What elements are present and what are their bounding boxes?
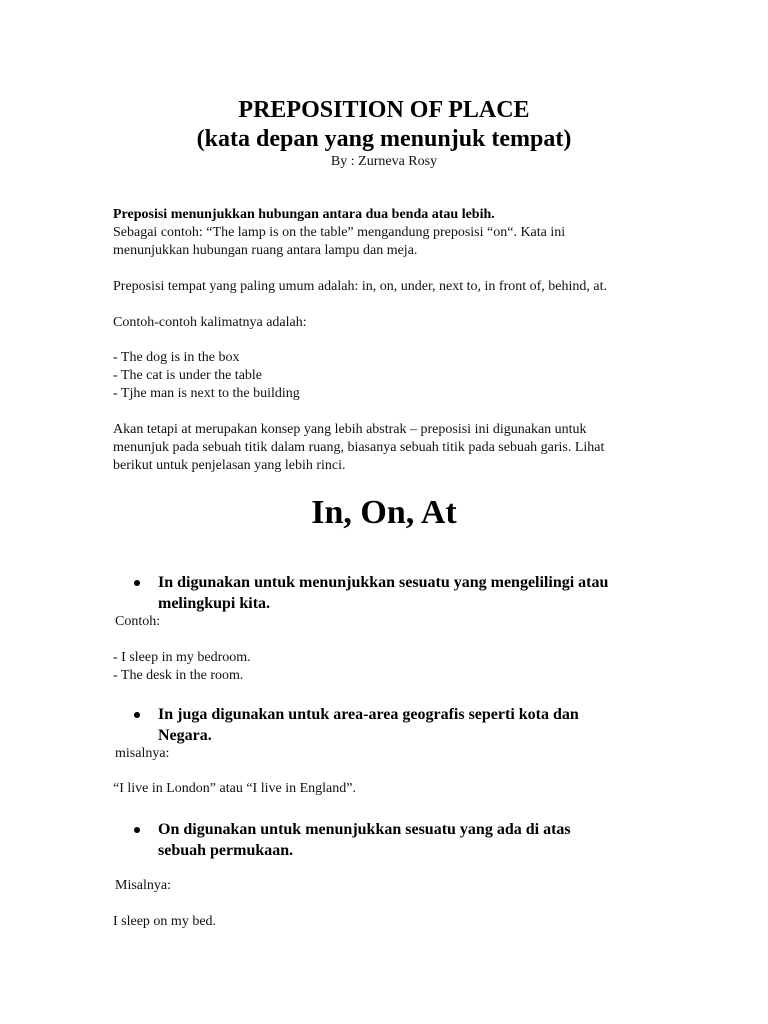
byline: By : Zurneva Rosy — [330, 154, 438, 169]
title-line-1: PREPOSITION OF PLACE — [238, 97, 530, 123]
examples-header: Contoh-contoh kalimatnya adalah: — [113, 315, 307, 330]
example-item: - The desk in the room. — [113, 668, 244, 683]
bullet-line-1: In juga digunakan untuk area-area geografis seperti kota dan — [158, 706, 579, 723]
example-label: Contoh: — [115, 614, 161, 629]
bullet-line-2: Negara. — [158, 727, 212, 744]
example-item: I sleep on my bed. — [113, 914, 217, 929]
example-item: “I live in London” atau “I live in England”. — [113, 781, 356, 796]
abstract-line-2: menunjuk pada sebuah titik dalam ruang, biasanya sebuah titik pada sebuah garis. Lihat — [113, 440, 605, 455]
bullet-icon — [134, 827, 140, 833]
bullet-line-2: melingkupi kita. — [158, 595, 271, 612]
example-item: - I sleep in my bedroom. — [113, 650, 251, 665]
intro-line-3: menunjukkan hubungan ruang antara lampu dan meja. — [113, 243, 418, 258]
abstract-line-1: Akan tetapi at merupakan konsep yang lebih abstrak – preposisi ini digunakan untuk — [113, 422, 587, 437]
intro-line-2: Sebagai contoh: “The lamp is on the table” mengandung preposisi “on“. Kata ini — [113, 225, 566, 240]
intro-bold-line: Preposisi menunjukkan hubungan antara dua benda atau lebih. — [113, 207, 495, 222]
example-item: - Tjhe man is next to the building — [113, 386, 300, 401]
example-label: Misalnya: — [115, 878, 171, 893]
bullet-icon — [134, 712, 140, 718]
section-heading: In, On, At — [311, 494, 457, 531]
title-line-2: (kata depan yang menunjuk tempat) — [196, 126, 572, 152]
bullet-line-2: sebuah permukaan. — [158, 842, 294, 859]
example-item: - The dog is in the box — [113, 350, 240, 365]
common-prepositions-paragraph: Preposisi tempat yang paling umum adalah: in, on, under, next to, in front of, behind, at. — [113, 279, 608, 294]
example-item: - The cat is under the table — [113, 368, 263, 383]
example-label: misalnya: — [115, 746, 170, 761]
bullet-line-1: In digunakan untuk menunjukkan sesuatu yang mengelilingi atau — [158, 574, 609, 591]
bullet-line-1: On digunakan untuk menunjukkan sesuatu yang ada di atas — [158, 821, 571, 838]
bullet-icon — [134, 580, 140, 586]
abstract-line-3: berikut untuk penjelasan yang lebih rinci. — [113, 458, 346, 473]
